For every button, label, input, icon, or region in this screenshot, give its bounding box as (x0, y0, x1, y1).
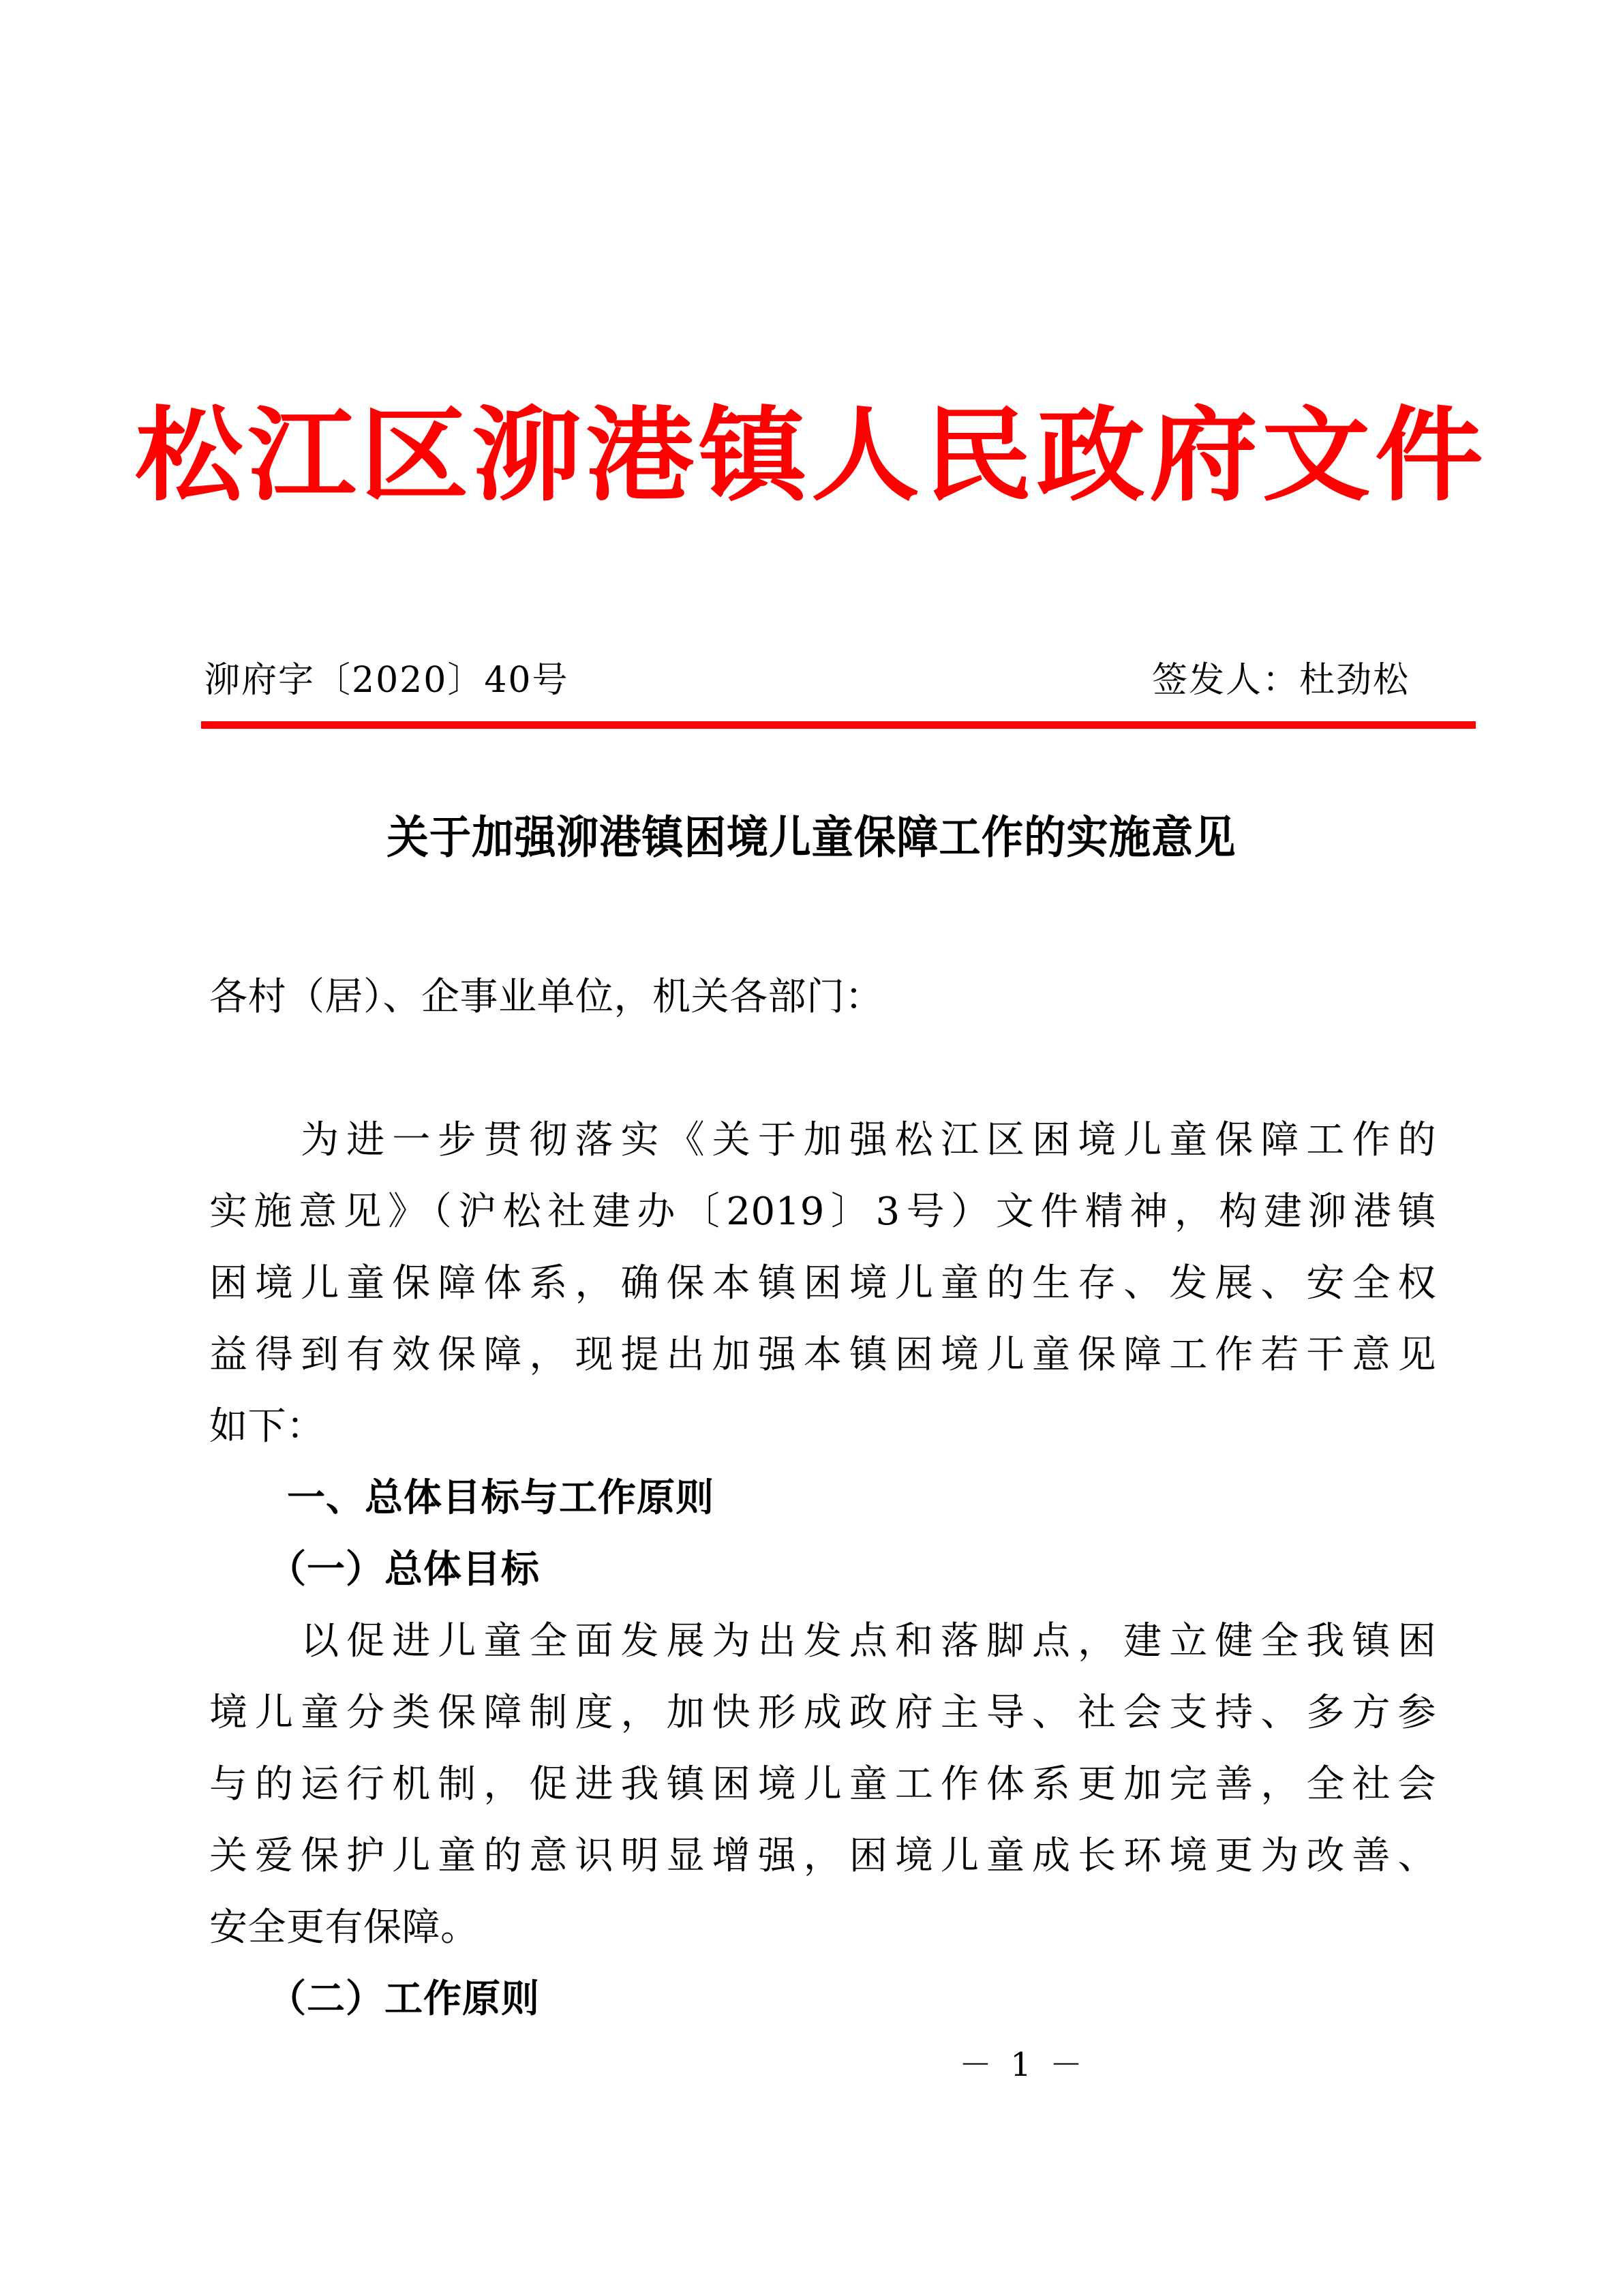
body-line: 以促进儿童全面发展为出发点和落脚点，建立健全我镇困 (209, 1619, 1436, 1663)
issuer-signature: 签发人：杜劲松 (1151, 660, 1410, 701)
body-line: 益得到有效保障，现提出加强本镇困境儿童保障工作若干意见 (209, 1333, 1436, 1377)
document-body (209, 961, 1436, 2035)
section-heading: 一、总体目标与工作原则 (209, 1476, 714, 1520)
red-separator-rule (201, 721, 1476, 729)
document-number: 泖府字〔2020〕40号 (204, 660, 569, 701)
body-line: 与的运行机制，促进我镇困境儿童工作体系更加完善，全社会 (209, 1762, 1436, 1807)
body-line: 困境儿童保障体系，确保本镇困境儿童的生存、发展、安全权 (209, 1261, 1436, 1305)
body-line: 境儿童分类保障制度，加快形成政府主导、社会支持、多方参 (209, 1691, 1436, 1735)
body-line: 安全更有保障。 (209, 1905, 479, 1950)
body-line: 如下： (209, 1404, 325, 1449)
blank-line (209, 1033, 1436, 1104)
body-lines (209, 1104, 1436, 2035)
sub-heading: （二）工作原则 (209, 1976, 540, 2021)
page-number: － 1 － (958, 2046, 1087, 2084)
body-line: 为进一步贯彻落实《关于加强松江区困境儿童保障工作的 (209, 1118, 1436, 1162)
salutation: 各村（居）、企事业单位，机关各部门： (209, 975, 883, 1019)
masthead (0, 395, 1623, 516)
masthead-title: 松江区泖港镇人民政府文件 (135, 395, 1488, 515)
document-title: 关于加强泖港镇困境儿童保障工作的实施意见 (386, 811, 1237, 864)
body-line: 实施意见》（沪松社建办〔2019〕3号）文件精神，构建泖港镇 (209, 1190, 1436, 1234)
document-number-row (204, 651, 1436, 702)
body-line: 关爱保护儿童的意识明显增强，困境儿童成长环境更为改善、 (209, 1834, 1436, 1878)
sub-heading: （一）总体目标 (209, 1547, 540, 1592)
